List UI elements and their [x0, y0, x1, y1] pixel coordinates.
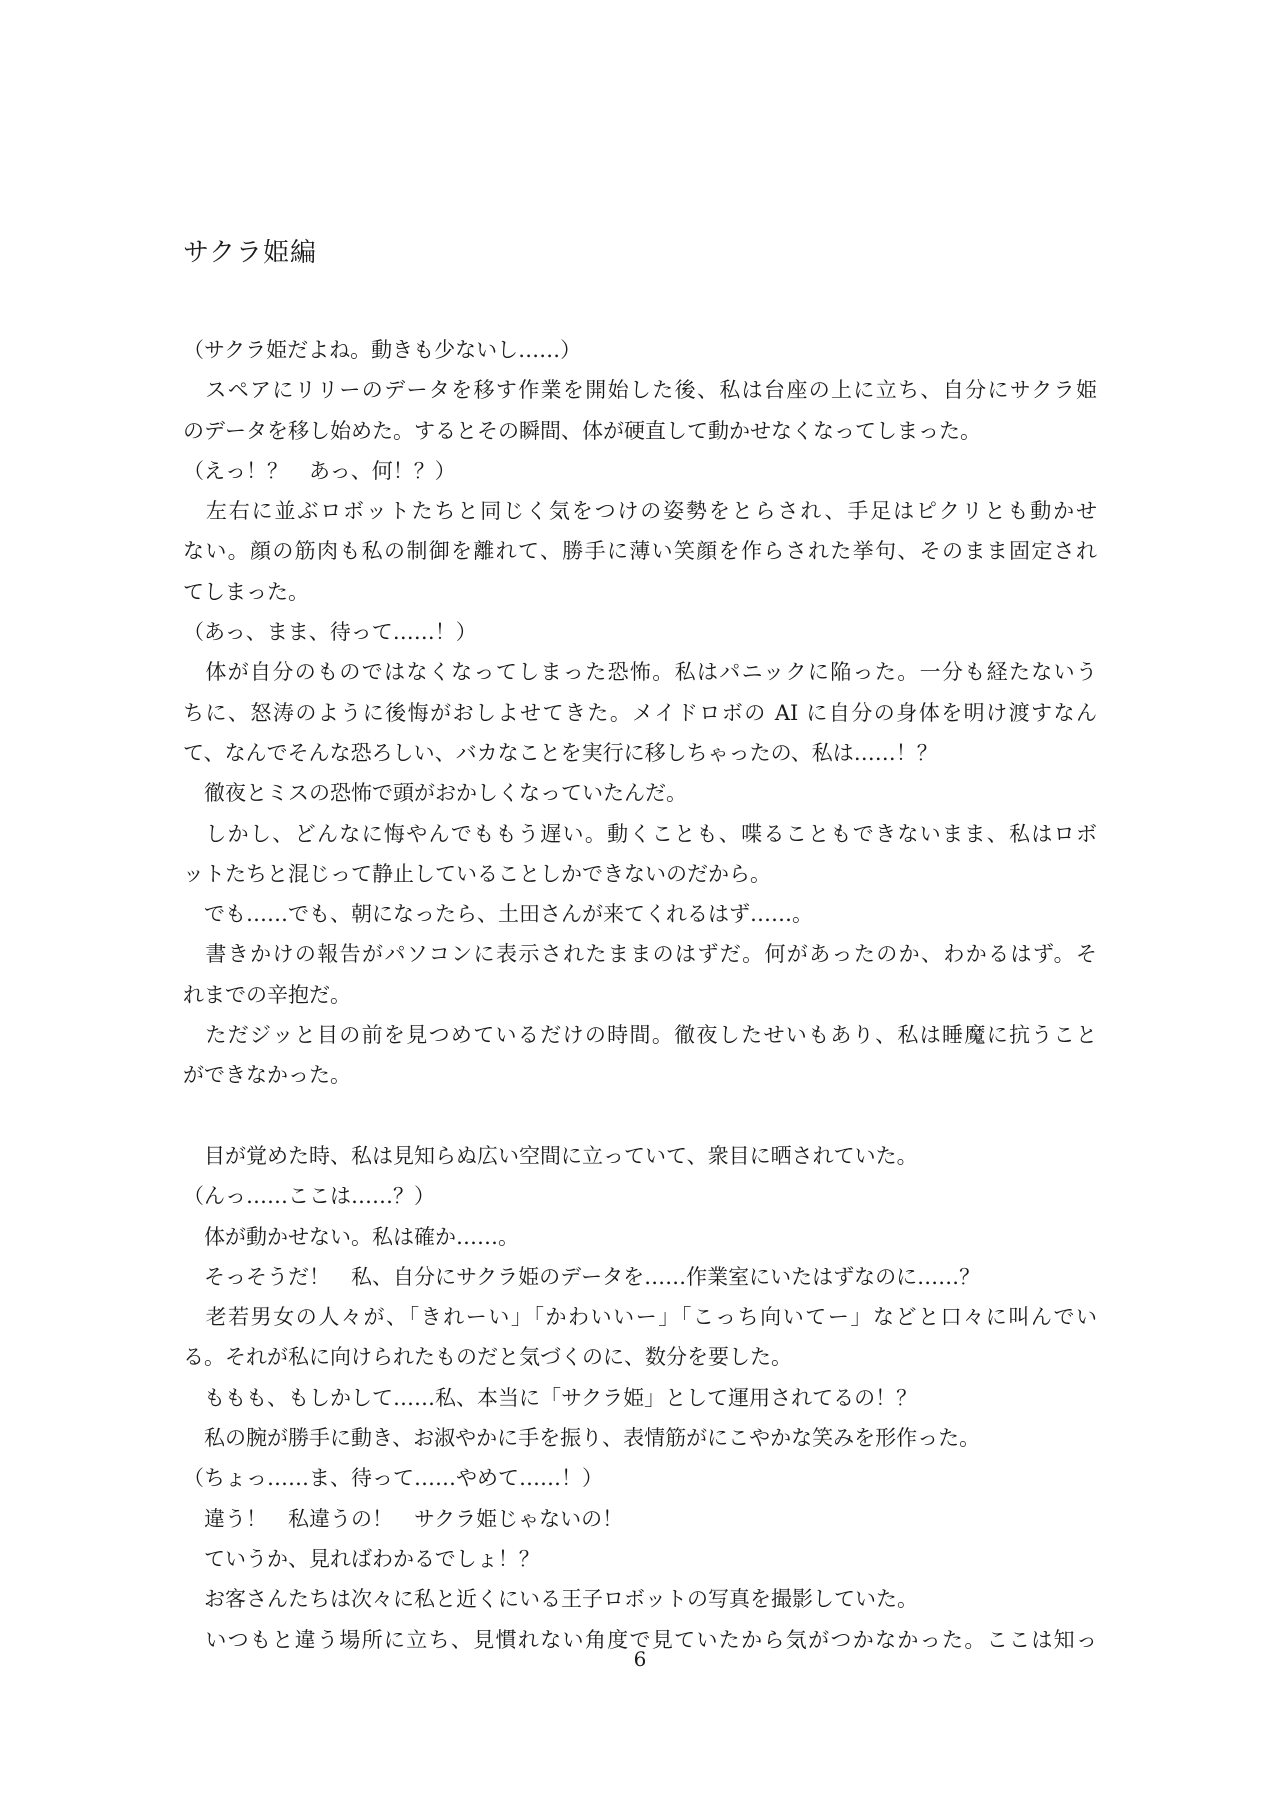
text-line: （サクラ姫だよね。動きも少ないし……） [183, 338, 582, 362]
text-line: （ちょっ……ま、待って……やめて……！） [183, 1466, 603, 1491]
text-line: 書きかけの報告がパソコンに表示されたままのはずだ。何があったのか、わかるはず。そ [183, 942, 1097, 967]
text-line: る。それが私に向けられたものだと気づくのに、数分を要した。 [183, 1345, 792, 1370]
text-line: ていうか、見ればわかるでしょ！？ [183, 1546, 540, 1571]
text-line: （あっ、まま、待って……！） [183, 620, 477, 645]
text-line: 老若男女の人々が、「きれーい」「かわいいー」「こっち向いてー」などと口々に叫んでい [183, 1305, 1097, 1330]
text-line: いつもと違う場所に立ち、見慣れない角度で見ていたから気がつかなかった。ここは知っ [183, 1627, 1097, 1652]
text-line: 私の腕が勝手に動き、お淑やかに手を振り、表情筋がにこやかな笑みを形作った。 [183, 1426, 981, 1451]
text-line: てしまった。 [183, 579, 309, 604]
text-line: 体が動かせない。私は確か……。 [183, 1224, 519, 1249]
text-line: 目が覚めた時、私は見知らぬ広い空間に立っていて、衆目に晒されていた。 [183, 1143, 918, 1168]
text-line: そっそうだ！ 私、自分にサクラ姫のデータを……作業室にいたはずなのに……？ [183, 1264, 981, 1289]
text-line: れまでの辛抱だ。 [183, 982, 351, 1007]
body-text [183, 330, 1097, 1660]
text-line: ちに、怒涛のように後悔がおしよせてきた。メイドロボの AI に自分の身体を明け渡すなん [183, 700, 1097, 725]
text-line: 徹夜とミスの恐怖で頭がおかしくなっていたんだ。 [183, 781, 687, 806]
text-line: ない。顔の筋肉も私の制御を離れて、勝手に薄い笑顔を作らされた挙句、そのまま固定され [183, 539, 1097, 564]
chapter-title: サクラ姫編 [183, 238, 317, 268]
text-line: でも……でも、朝になったら、土田さんが来てくれるはず……。 [183, 902, 813, 927]
text-line: 違う！ 私違うの！ サクラ姫じゃないの！ [183, 1506, 624, 1531]
text-line: て、なんでそんな恐ろしい、バカなことを実行に移しちゃったの、私は……！？ [183, 740, 938, 765]
text-line: お客さんたちは次々に私と近くにいる王子ロボットの写真を撮影していた。 [183, 1587, 918, 1612]
text-line: ただジッと目の前を見つめているだけの時間。徹夜したせいもあり、私は睡魔に抗うこと [183, 1023, 1097, 1048]
text-line: ももも、もしかして……私、本当に「サクラ姫」として運用されてるの！？ [183, 1385, 918, 1410]
text-line: のデータを移し始めた。するとその瞬間、体が硬直して動かせなくなってしまった。 [183, 418, 981, 443]
text-line: ができなかった。 [183, 1063, 351, 1088]
blank-line [183, 1096, 1097, 1136]
text-line: 体が自分のものではなくなってしまった恐怖。私はパニックに陥った。一分も経たないう [183, 660, 1097, 685]
text-line: ットたちと混じって静止していることしかできないのだから。 [183, 861, 771, 886]
text-line: （えっ！？ あっ、何！？） [183, 458, 456, 483]
text-line: （んっ……ここは……？） [183, 1184, 435, 1209]
text-line: しかし、どんなに悔やんでももう遅い。動くことも、喋ることもできないまま、私はロボ [183, 821, 1097, 846]
page-number: 6 [633, 1647, 647, 1671]
text-line: スペアにリリーのデータを移す作業を開始した後、私は台座の上に立ち、自分にサクラ姫 [183, 378, 1097, 403]
text-line: 左右に並ぶロボットたちと同じく気をつけの姿勢をとらされ、手足はピクリとも動かせ [183, 499, 1097, 524]
